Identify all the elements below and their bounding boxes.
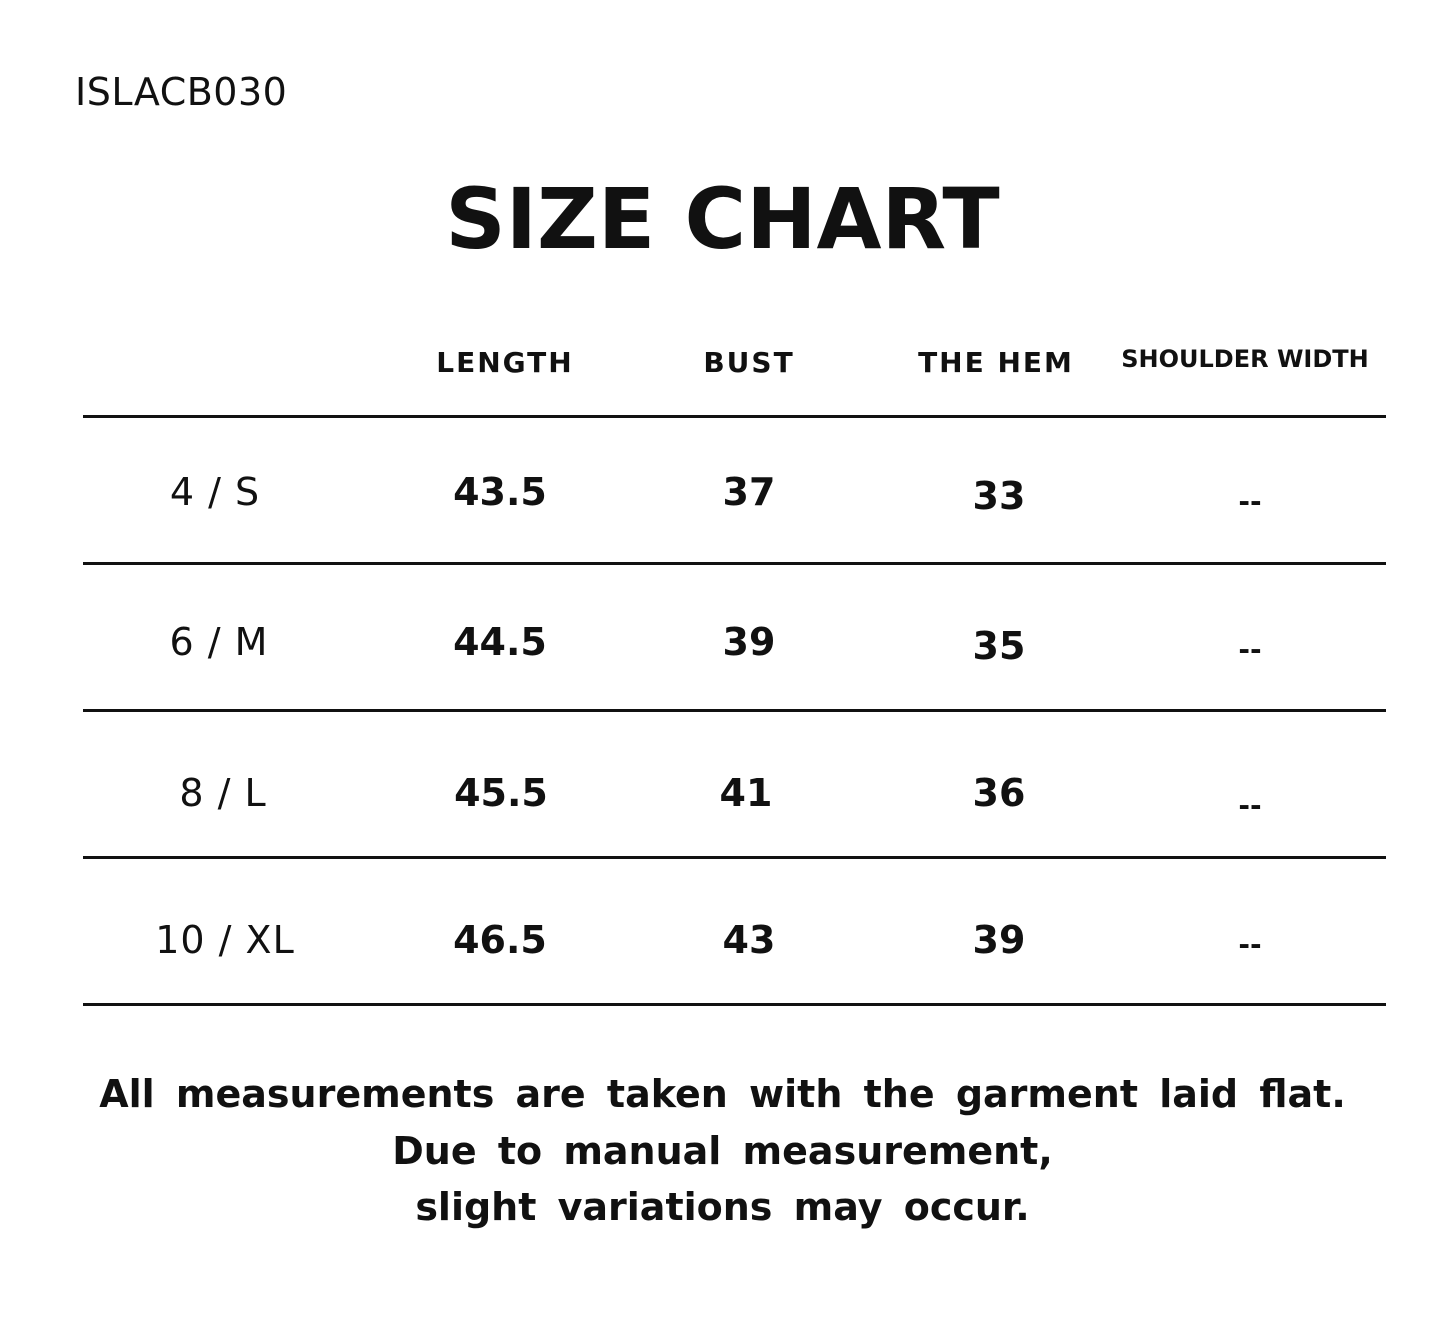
table-rule [83,1003,1386,1006]
length-value: 46.5 [453,918,547,962]
hem-value: 36 [972,771,1026,815]
size-label: 8 / L [179,771,267,815]
column-header-length: LENGTH [436,346,574,379]
shoulder-value: -- [1238,928,1262,961]
hem-value: 35 [972,624,1026,668]
hem-value: 33 [972,474,1026,518]
table-rule [83,856,1386,859]
shoulder-value: -- [1238,485,1262,518]
column-header-bust: BUST [703,346,795,379]
shoulder-value: -- [1238,633,1262,666]
bust-value: 41 [719,771,773,815]
product-code: ISLACB030 [75,70,288,114]
column-header-hem: THE HEM [918,346,1074,379]
bust-value: 37 [722,470,776,514]
hem-value: 39 [972,918,1026,962]
note-line: Due to manual measurement, [392,1129,1053,1173]
table-rule [83,709,1386,712]
column-header-shoulder-width: SHOULDER WIDTH [1121,345,1369,373]
page-title: SIZE CHART [445,170,1000,268]
note-line: All measurements are taken with the garment laid flat. [99,1072,1346,1116]
table-rule [83,562,1386,565]
bust-value: 43 [722,918,776,962]
length-value: 43.5 [453,470,547,514]
table-rule [83,415,1386,418]
size-label: 6 / M [169,620,269,664]
note-line: slight variations may occur. [415,1185,1030,1229]
bust-value: 39 [722,620,776,664]
size-label: 10 / XL [155,918,295,962]
length-value: 44.5 [453,620,547,664]
size-label: 4 / S [169,470,261,514]
shoulder-value: -- [1238,789,1262,822]
length-value: 45.5 [454,771,548,815]
